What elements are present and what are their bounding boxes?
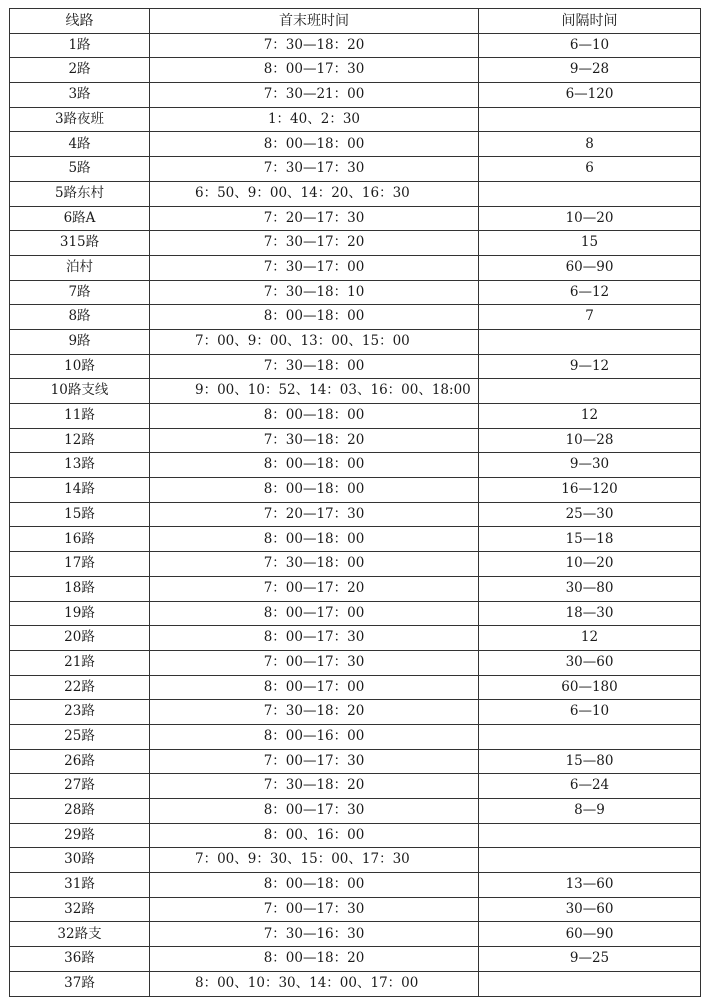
time-cell: 8：00—18：00 bbox=[150, 305, 479, 330]
table-row bbox=[10, 700, 701, 725]
interval-cell: 18—30 bbox=[479, 601, 701, 626]
route-cell: 6路A bbox=[10, 206, 150, 231]
time-cell: 7：20—17：30 bbox=[150, 206, 479, 231]
route-cell: 泊村 bbox=[10, 255, 150, 280]
interval-cell: 8—9 bbox=[479, 799, 701, 824]
table-row bbox=[10, 305, 701, 330]
table-row bbox=[10, 724, 701, 749]
route-cell: 10路支线 bbox=[10, 379, 150, 404]
time-cell: 7：30—18：20 bbox=[150, 428, 479, 453]
time-cell: 7：30—17：00 bbox=[150, 255, 479, 280]
route-cell: 29路 bbox=[10, 823, 150, 848]
table-row bbox=[10, 552, 701, 577]
route-cell: 25路 bbox=[10, 724, 150, 749]
table-row bbox=[10, 453, 701, 478]
route-cell: 14路 bbox=[10, 478, 150, 503]
time-cell: 6：50、9：00、14：20、16：30 bbox=[150, 181, 479, 206]
route-cell: 1路 bbox=[10, 33, 150, 58]
bus-schedule-table bbox=[9, 8, 701, 997]
interval-cell: 16—120 bbox=[479, 478, 701, 503]
table-row bbox=[10, 675, 701, 700]
time-cell: 7：30—17：30 bbox=[150, 157, 479, 182]
interval-cell: 60—90 bbox=[479, 922, 701, 947]
time-cell: 7：30—18：20 bbox=[150, 774, 479, 799]
time-cell: 8：00—18：00 bbox=[150, 527, 479, 552]
table-row bbox=[10, 947, 701, 972]
route-cell: 11路 bbox=[10, 404, 150, 429]
interval-cell bbox=[479, 724, 701, 749]
interval-cell bbox=[479, 379, 701, 404]
table-row bbox=[10, 749, 701, 774]
interval-cell: 10—20 bbox=[479, 552, 701, 577]
table-row bbox=[10, 58, 701, 83]
route-cell: 36路 bbox=[10, 947, 150, 972]
table-row bbox=[10, 576, 701, 601]
header-interval: 间隔时间 bbox=[479, 9, 701, 34]
interval-cell: 12 bbox=[479, 404, 701, 429]
interval-cell: 15—18 bbox=[479, 527, 701, 552]
route-cell: 4路 bbox=[10, 132, 150, 157]
time-cell: 7：30—18：20 bbox=[150, 700, 479, 725]
route-cell: 15路 bbox=[10, 502, 150, 527]
route-cell: 7路 bbox=[10, 280, 150, 305]
interval-cell: 9—25 bbox=[479, 947, 701, 972]
interval-cell: 10—20 bbox=[479, 206, 701, 231]
table-row bbox=[10, 206, 701, 231]
interval-cell: 9—28 bbox=[479, 58, 701, 83]
table-row bbox=[10, 601, 701, 626]
interval-cell: 6 bbox=[479, 157, 701, 182]
route-cell: 8路 bbox=[10, 305, 150, 330]
interval-cell: 60—180 bbox=[479, 675, 701, 700]
time-cell: 9：00、10：52、14：03、16：00、18:00 bbox=[150, 379, 479, 404]
interval-cell: 30—80 bbox=[479, 576, 701, 601]
route-cell: 5路东村 bbox=[10, 181, 150, 206]
interval-cell: 6—10 bbox=[479, 700, 701, 725]
time-cell: 7：00—17：20 bbox=[150, 576, 479, 601]
route-cell: 9路 bbox=[10, 329, 150, 354]
table-row bbox=[10, 379, 701, 404]
time-cell: 8：00—17：30 bbox=[150, 626, 479, 651]
time-cell: 7：00—17：30 bbox=[150, 897, 479, 922]
table-row bbox=[10, 428, 701, 453]
time-cell: 1：40、2：30 bbox=[150, 107, 479, 132]
table-row bbox=[10, 823, 701, 848]
table-row bbox=[10, 478, 701, 503]
table-row bbox=[10, 83, 701, 108]
table-row bbox=[10, 650, 701, 675]
route-cell: 3路夜班 bbox=[10, 107, 150, 132]
table-row bbox=[10, 354, 701, 379]
table-row bbox=[10, 848, 701, 873]
route-cell: 10路 bbox=[10, 354, 150, 379]
time-cell: 7：30—21：00 bbox=[150, 83, 479, 108]
table-row bbox=[10, 774, 701, 799]
route-cell: 12路 bbox=[10, 428, 150, 453]
route-cell: 16路 bbox=[10, 527, 150, 552]
table-row bbox=[10, 897, 701, 922]
interval-cell bbox=[479, 107, 701, 132]
interval-cell: 9—30 bbox=[479, 453, 701, 478]
interval-cell: 6—10 bbox=[479, 33, 701, 58]
time-cell: 8：00、16：00 bbox=[150, 823, 479, 848]
time-cell: 8：00—18：00 bbox=[150, 404, 479, 429]
time-cell: 8：00—17：00 bbox=[150, 601, 479, 626]
interval-cell: 60—90 bbox=[479, 255, 701, 280]
time-cell: 7：00、9：00、13：00、15：00 bbox=[150, 329, 479, 354]
route-cell: 28路 bbox=[10, 799, 150, 824]
route-cell: 30路 bbox=[10, 848, 150, 873]
interval-cell bbox=[479, 848, 701, 873]
table-row bbox=[10, 527, 701, 552]
table-row bbox=[10, 502, 701, 527]
cropped-title-strip bbox=[0, 0, 710, 8]
interval-cell: 25—30 bbox=[479, 502, 701, 527]
table-header-row bbox=[10, 9, 701, 34]
route-cell: 27路 bbox=[10, 774, 150, 799]
time-cell: 8：00—18：00 bbox=[150, 873, 479, 898]
time-cell: 7：20—17：30 bbox=[150, 502, 479, 527]
interval-cell: 6—120 bbox=[479, 83, 701, 108]
interval-cell: 8 bbox=[479, 132, 701, 157]
route-cell: 31路 bbox=[10, 873, 150, 898]
route-cell: 26路 bbox=[10, 749, 150, 774]
time-cell: 7：30—18：20 bbox=[150, 33, 479, 58]
table-row bbox=[10, 971, 701, 996]
route-cell: 19路 bbox=[10, 601, 150, 626]
time-cell: 8：00—17：30 bbox=[150, 799, 479, 824]
route-cell: 3路 bbox=[10, 83, 150, 108]
route-cell: 22路 bbox=[10, 675, 150, 700]
time-cell: 8：00、10：30、14：00、17：00 bbox=[150, 971, 479, 996]
table-row bbox=[10, 922, 701, 947]
interval-cell bbox=[479, 971, 701, 996]
table-row bbox=[10, 132, 701, 157]
interval-cell bbox=[479, 181, 701, 206]
route-cell: 5路 bbox=[10, 157, 150, 182]
time-cell: 8：00—18：00 bbox=[150, 453, 479, 478]
interval-cell: 6—24 bbox=[479, 774, 701, 799]
table-row bbox=[10, 626, 701, 651]
table-row bbox=[10, 255, 701, 280]
interval-cell: 15—80 bbox=[479, 749, 701, 774]
table-row bbox=[10, 799, 701, 824]
interval-cell: 30—60 bbox=[479, 897, 701, 922]
time-cell: 8：00—17：30 bbox=[150, 58, 479, 83]
time-cell: 8：00—18：20 bbox=[150, 947, 479, 972]
route-cell: 2路 bbox=[10, 58, 150, 83]
route-cell: 17路 bbox=[10, 552, 150, 577]
route-cell: 32路 bbox=[10, 897, 150, 922]
time-cell: 7：30—16：30 bbox=[150, 922, 479, 947]
interval-cell: 6—12 bbox=[479, 280, 701, 305]
table-row bbox=[10, 157, 701, 182]
interval-cell: 10—28 bbox=[479, 428, 701, 453]
route-cell: 32路支 bbox=[10, 922, 150, 947]
table-row bbox=[10, 231, 701, 256]
route-cell: 315路 bbox=[10, 231, 150, 256]
route-cell: 23路 bbox=[10, 700, 150, 725]
interval-cell bbox=[479, 823, 701, 848]
interval-cell: 30—60 bbox=[479, 650, 701, 675]
time-cell: 8：00—18：00 bbox=[150, 478, 479, 503]
time-cell: 7：00—17：30 bbox=[150, 749, 479, 774]
time-cell: 7：30—17：20 bbox=[150, 231, 479, 256]
time-cell: 8：00—18：00 bbox=[150, 132, 479, 157]
time-cell: 7：00—17：30 bbox=[150, 650, 479, 675]
route-cell: 21路 bbox=[10, 650, 150, 675]
time-cell: 8：00—17：00 bbox=[150, 675, 479, 700]
time-cell: 7：30—18：00 bbox=[150, 354, 479, 379]
interval-cell: 12 bbox=[479, 626, 701, 651]
interval-cell: 7 bbox=[479, 305, 701, 330]
table-row bbox=[10, 107, 701, 132]
table-row bbox=[10, 181, 701, 206]
route-cell: 37路 bbox=[10, 971, 150, 996]
table-row bbox=[10, 329, 701, 354]
route-cell: 18路 bbox=[10, 576, 150, 601]
interval-cell bbox=[479, 329, 701, 354]
interval-cell: 13—60 bbox=[479, 873, 701, 898]
table-row bbox=[10, 280, 701, 305]
route-cell: 20路 bbox=[10, 626, 150, 651]
table-row bbox=[10, 404, 701, 429]
interval-cell: 15 bbox=[479, 231, 701, 256]
header-first-last-time: 首末班时间 bbox=[150, 9, 479, 34]
time-cell: 7：30—18：10 bbox=[150, 280, 479, 305]
time-cell: 7：30—18：00 bbox=[150, 552, 479, 577]
route-cell: 13路 bbox=[10, 453, 150, 478]
table-row bbox=[10, 33, 701, 58]
table-row bbox=[10, 873, 701, 898]
header-route: 线路 bbox=[10, 9, 150, 34]
interval-cell: 9—12 bbox=[479, 354, 701, 379]
time-cell: 8：00—16：00 bbox=[150, 724, 479, 749]
time-cell: 7：00、9：30、15：00、17：30 bbox=[150, 848, 479, 873]
